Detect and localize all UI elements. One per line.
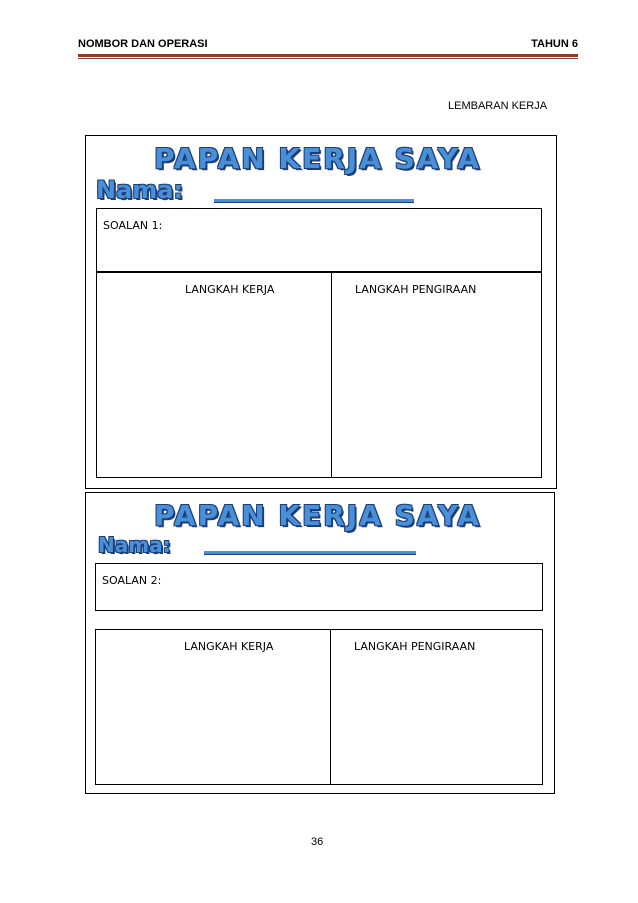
- column-divider: [330, 630, 331, 784]
- header-grade: TAHUN 6: [531, 38, 578, 50]
- nama-label: Nama:: [98, 533, 171, 557]
- header-rule-thin: [78, 58, 578, 59]
- nama-line: [204, 551, 416, 555]
- column-divider: [331, 273, 332, 477]
- workings-table: [96, 271, 542, 478]
- page-number: 36: [311, 836, 324, 848]
- header-subject: NOMBOR DAN OPERASI: [78, 38, 208, 50]
- header-rule: [78, 54, 578, 57]
- board-title: PAPAN KERJA SAYA: [154, 142, 482, 175]
- work-board-1: [85, 135, 557, 489]
- sheet-label: LEMBARAN KERJA: [448, 100, 548, 112]
- page-header: [78, 38, 578, 54]
- nama-label: Nama:: [96, 176, 184, 204]
- question-box: [95, 563, 543, 611]
- question-label: SOALAN 2:: [102, 574, 162, 587]
- col-langkah-kerja: LANGKAH KERJA: [185, 283, 275, 296]
- work-board-2: [85, 492, 555, 794]
- col-langkah-pengiraan: LANGKAH PENGIRAAN: [354, 640, 476, 653]
- workings-table: [95, 629, 543, 785]
- question-label: SOALAN 1:: [103, 219, 163, 232]
- nama-line: [214, 199, 414, 203]
- col-langkah-kerja: LANGKAH KERJA: [184, 640, 274, 653]
- col-langkah-pengiraan: LANGKAH PENGIRAAN: [355, 283, 477, 296]
- board-title: PAPAN KERJA SAYA: [154, 499, 482, 532]
- question-box: [96, 208, 542, 272]
